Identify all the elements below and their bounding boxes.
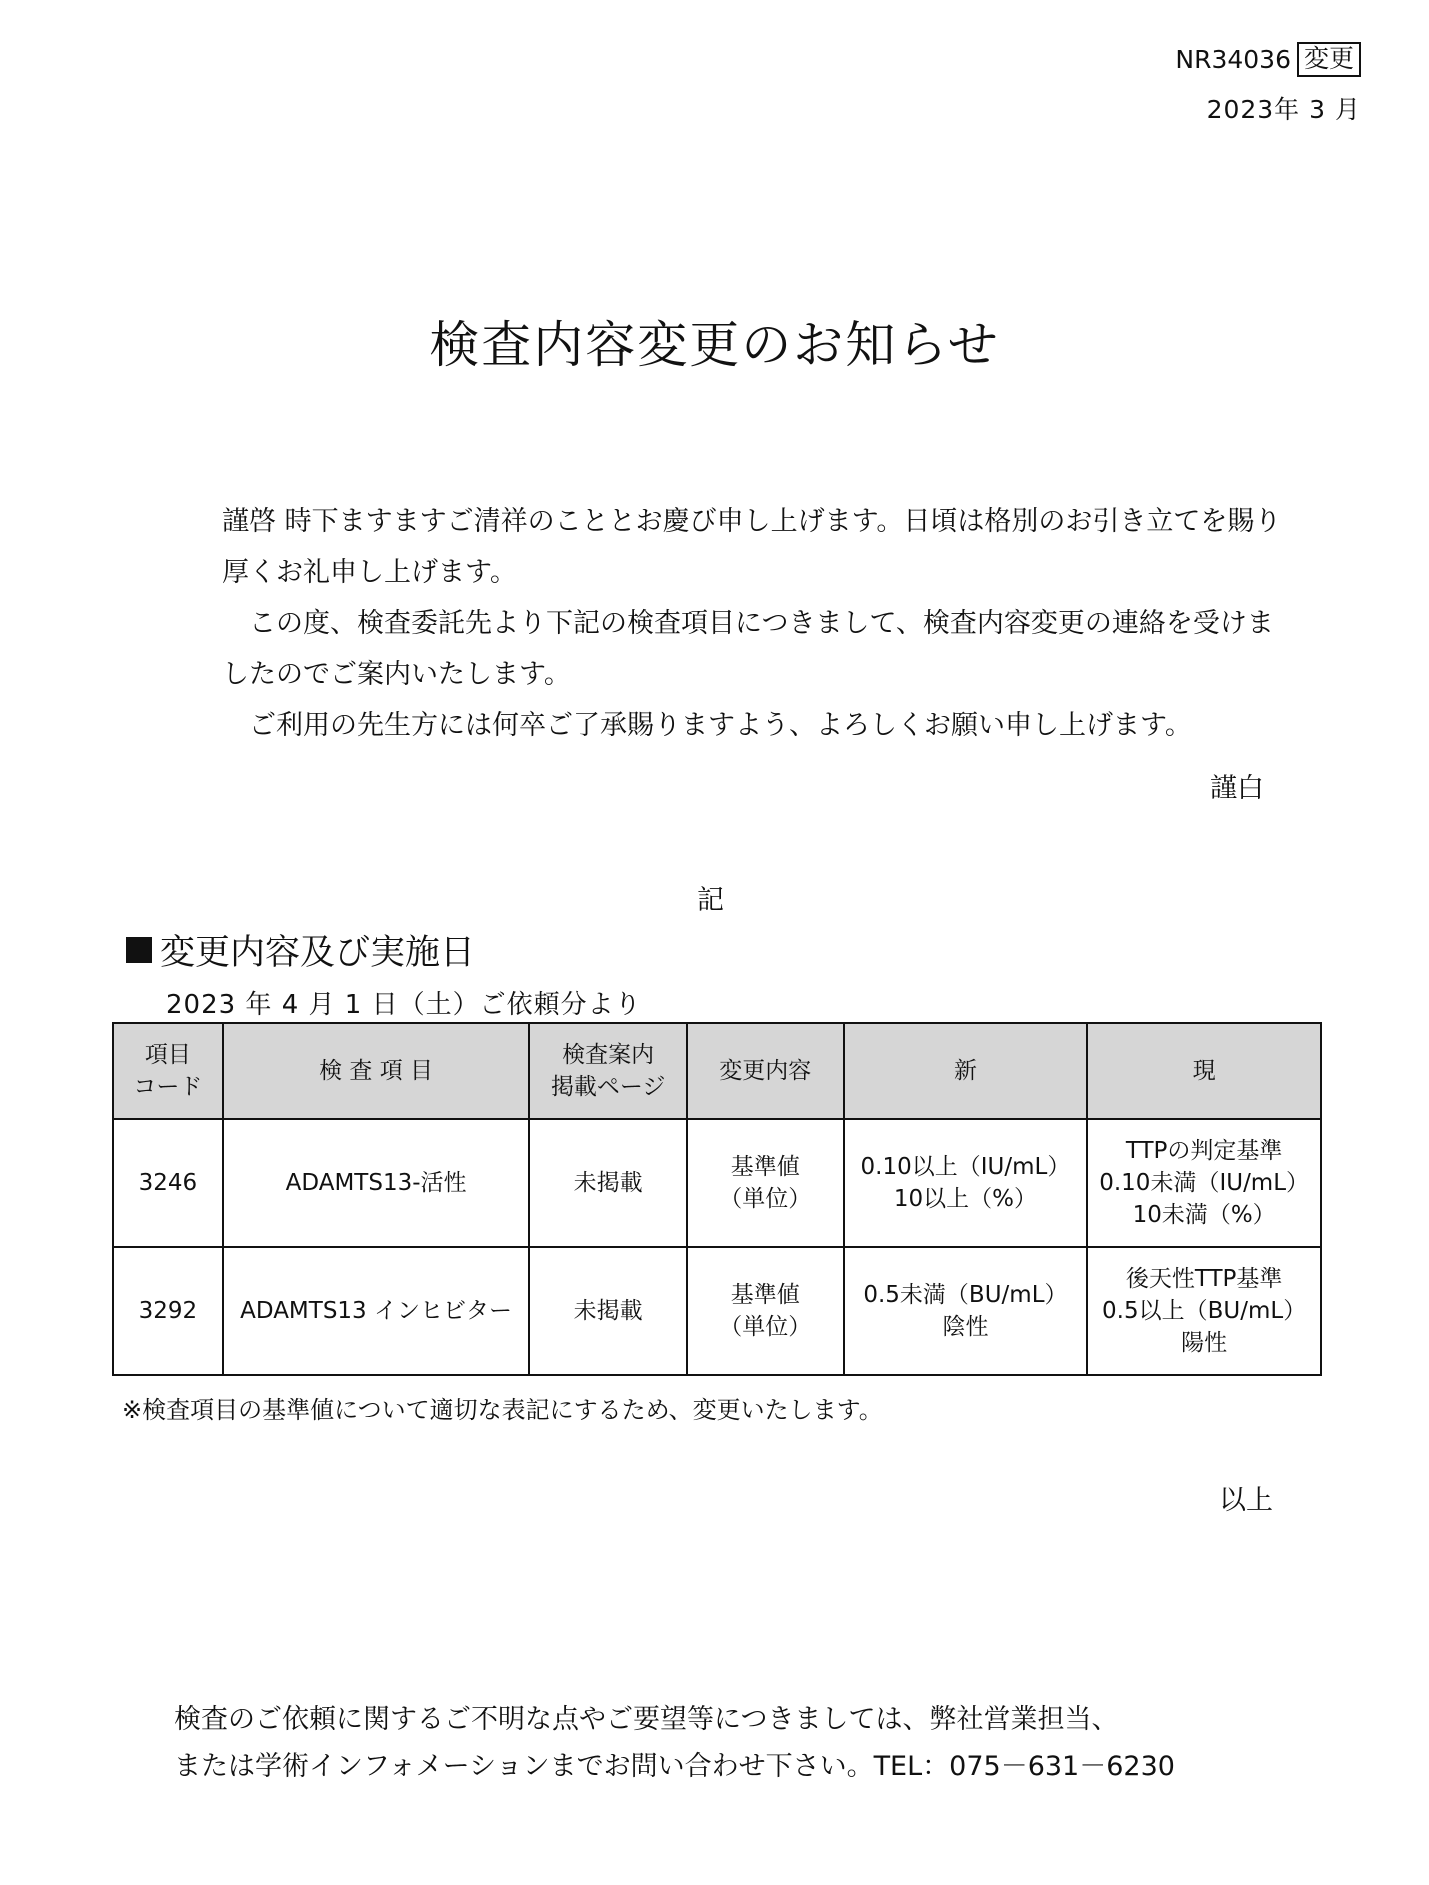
body-text [222,496,1282,751]
black-square-icon [126,937,152,963]
cell-change: 基準値 （単位） [687,1119,844,1247]
section-heading-text: 変更内容及び実施日 [160,933,476,973]
paragraph-notice: この度、検査委託先より下記の検査項目につきまして、検査内容変更の連絡を受けましたのでご案内いたします。 [222,608,1274,690]
cell-current: TTPの判定基準 0.10未満（IU/mL） 10未満（%） [1087,1119,1321,1247]
doc-number-text: NR34036 [1175,44,1291,74]
header-current: 現 [1087,1023,1321,1119]
header-item: 検 査 項 目 [223,1023,530,1119]
cell-code: 3292 [113,1247,223,1375]
effective-date: 2023 年 4 月 1 日（土）ご依頼分より [166,990,642,1020]
table-header-row [113,1023,1321,1119]
document-number [1175,42,1361,77]
table-row [113,1247,1321,1375]
contact-info [174,1696,1175,1790]
contact-line-2: または学術インフォメーションまでお問い合わせ下さい。TEL：075－631－6230 [174,1751,1175,1782]
cell-current: 後天性TTP基準 0.5以上（BU/mL） 陽性 [1087,1247,1321,1375]
page-title: 検査内容変更のお知らせ [429,316,1000,374]
header-change: 変更内容 [687,1023,844,1119]
header-code: 項目 コード [113,1023,223,1119]
cell-code: 3246 [113,1119,223,1247]
header-page: 検査案内 掲載ページ [529,1023,687,1119]
cell-new: 0.10以上（IU/mL） 10以上（%） [844,1119,1088,1247]
contact-line-1: 検査のご依頼に関するご不明な点やご要望等につきましては、弊社営業担当、 [174,1704,1119,1735]
changes-table [112,1022,1322,1376]
cell-page: 未掲載 [529,1119,687,1247]
cell-item: ADAMTS13 インヒビター [223,1247,530,1375]
cell-change: 基準値 （単位） [687,1247,844,1375]
change-badge: 変更 [1297,42,1361,77]
header-new: 新 [844,1023,1088,1119]
section-heading [126,925,475,975]
end-mark: 以上 [1219,1485,1273,1516]
cell-item: ADAMTS13-活性 [223,1119,530,1247]
ki-mark: 記 [697,885,724,916]
paragraph-request: ご利用の先生方には何卒ご了承賜りますよう、よろしくお願い申し上げます。 [249,710,1192,741]
closing-word: 謹白 [1210,773,1264,804]
cell-page: 未掲載 [529,1247,687,1375]
paragraph-greeting: 謹啓 時下ますますご清祥のこととお慶び申し上げます。日頃は格別のお引き立てを賜り厚くお礼申し上げます。 [222,506,1282,588]
issue-date: 2023年 3 月 [1206,95,1361,124]
cell-new: 0.5未満（BU/mL） 陰性 [844,1247,1088,1375]
table-row [113,1119,1321,1247]
footnote: ※検査項目の基準値について適切な表記にするため、変更いたします。 [122,1396,883,1424]
